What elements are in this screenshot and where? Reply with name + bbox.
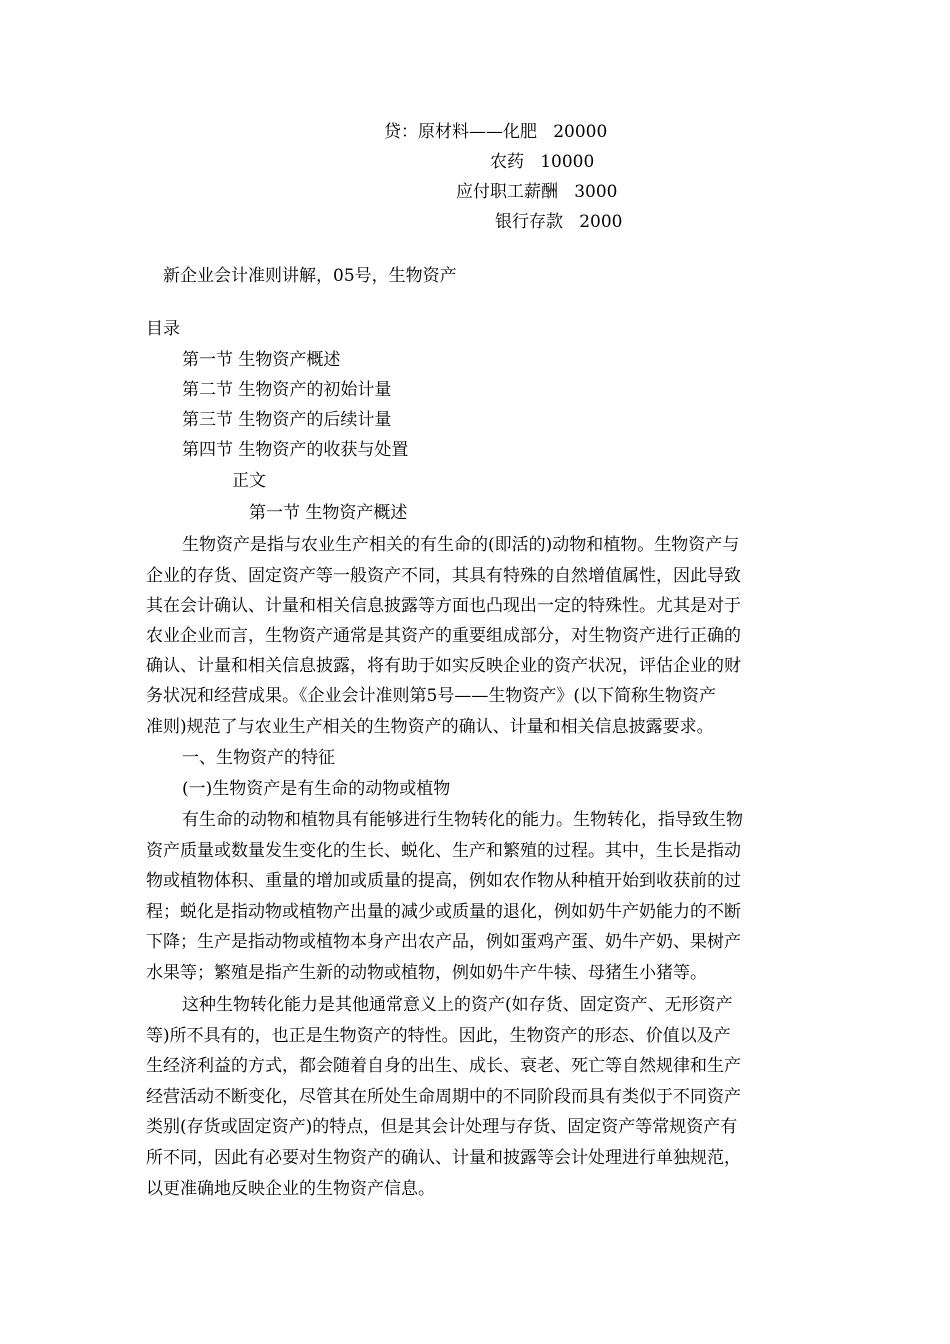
subheading-characteristics: 一、生物资产的特征	[182, 748, 335, 768]
paragraph-line: 生经济利益的方式，都会随着自身的出生、成长、衰老、死亡等自然规律和生产	[146, 1056, 741, 1076]
paragraph-line: 农业企业而言，生物资产通常是其资产的重要组成部分，对生物资产进行正确的	[146, 626, 741, 646]
journal-line-credit-fertilizer: 贷：原材料——化肥 20000	[384, 122, 608, 142]
paragraph-line: 准则)规范了与农业生产相关的生物资产的确认、计量和相关信息披露要求。	[146, 717, 714, 737]
document-title: 新企业会计准则讲解，05号，生物资产	[163, 266, 457, 286]
paragraph-line: 有生命的动物和植物具有能够进行生物转化的能力。生物转化，指导致生物	[182, 810, 743, 830]
paragraph-line: 类别(存货或固定资产)的特点，但是其会计处理与存货、固定资产等常规资产有	[146, 1117, 738, 1137]
paragraph-line: 下降；生产是指动物或植物本身产出农产品，例如蛋鸡产蛋、奶牛产奶、果树产	[146, 932, 741, 952]
paragraph-line: 水果等；繁殖是指产生新的动物或植物，例如奶牛产牛犊、母猪生小猪等。	[146, 963, 707, 983]
journal-line-pesticide: 农药 10000	[490, 152, 595, 172]
section-title: 第一节 生物资产概述	[249, 503, 408, 523]
journal-line-payroll: 应付职工薪酬 3000	[456, 182, 618, 202]
paragraph-line: 物或植物体积、重量的增加或质量的提高，例如农作物从种植开始到收获前的过	[146, 871, 741, 891]
toc-item: 第一节 生物资产概述	[182, 350, 341, 370]
toc-item: 第二节 生物资产的初始计量	[182, 380, 392, 400]
paragraph-line: 务状况和经营成果。《企业会计准则第5号——生物资产》(以下简称生物资产	[146, 686, 716, 706]
paragraph-line: 生物资产是指与农业生产相关的有生命的(即活的)动物和植物。生物资产与	[182, 535, 740, 555]
paragraph-line: 企业的存货、固定资产等一般资产不同，其具有特殊的自然增值属性，因此导致	[146, 566, 741, 586]
body-heading: 正文	[232, 471, 266, 491]
paragraph-line: 以更准确地反映企业的生物资产信息。	[146, 1179, 435, 1199]
toc-item: 第四节 生物资产的收获与处置	[182, 440, 409, 460]
toc-heading: 目录	[146, 319, 180, 339]
paragraph-line: 经营活动不断变化，尽管其在所处生命周期中的不同阶段而具有类似于不同资产	[146, 1087, 741, 1107]
paragraph-line: 程；蜕化是指动物或植物产出量的减少或质量的退化，例如奶牛产奶能力的不断	[146, 902, 741, 922]
paragraph-line: 等)所不具有的，也正是生物资产的特性。因此，生物资产的形态、价值以及产	[146, 1026, 731, 1046]
paragraph-line: 其在会计确认、计量和相关信息披露等方面也凸现出一定的特殊性。尤其是对于	[146, 596, 741, 616]
subheading-living-assets: (一)生物资产是有生命的动物或植物	[182, 779, 451, 799]
paragraph-line: 确认、计量和相关信息披露，将有助于如实反映企业的资产状况，评估企业的财	[146, 656, 741, 676]
journal-line-bank-deposit: 银行存款 2000	[495, 212, 623, 232]
paragraph-line: 这种生物转化能力是其他通常意义上的资产(如存货、固定资产、无形资产	[182, 995, 733, 1015]
toc-item: 第三节 生物资产的后续计量	[182, 410, 392, 430]
paragraph-line: 所不同，因此有必要对生物资产的确认、计量和披露等会计处理进行单独规范，	[146, 1148, 741, 1168]
paragraph-line: 资产质量或数量发生变化的生长、蜕化、生产和繁殖的过程。其中，生长是指动	[146, 841, 741, 861]
